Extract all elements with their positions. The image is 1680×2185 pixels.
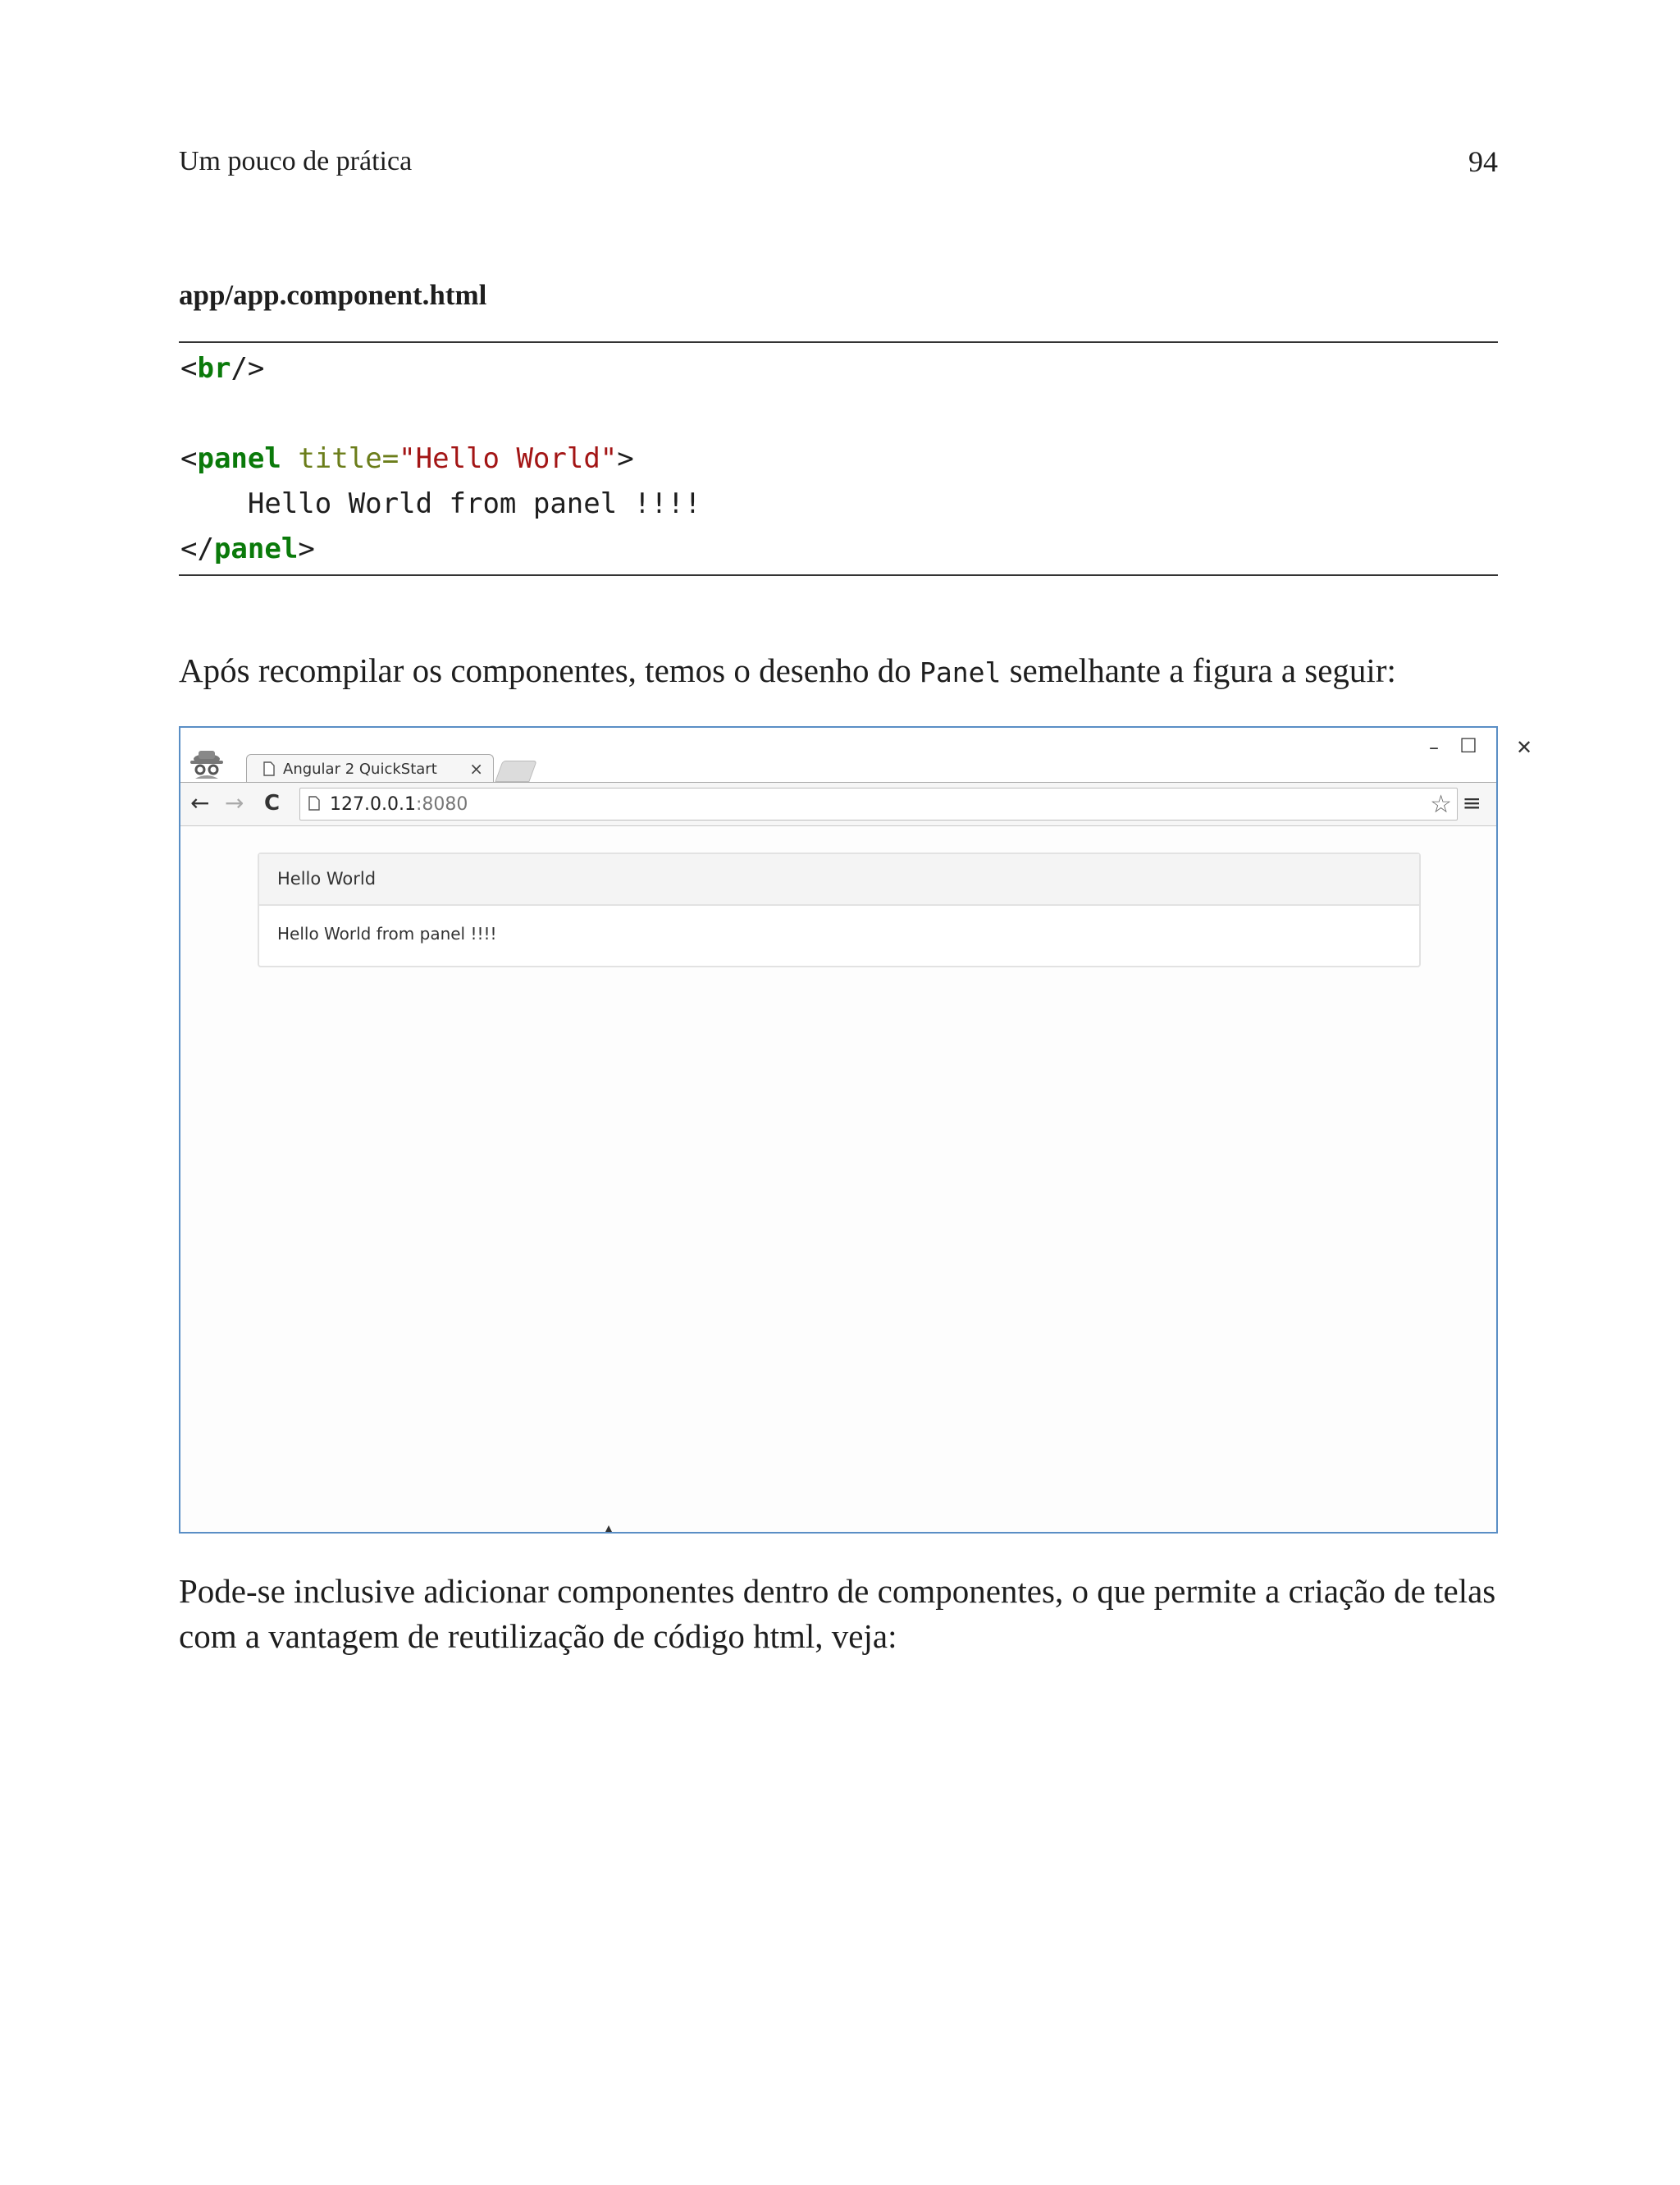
code-caption: app/app.component.html	[179, 279, 487, 311]
code-top-rule	[179, 341, 1498, 343]
new-tab-button[interactable]	[495, 761, 536, 782]
tab-title: Angular 2 QuickStart	[283, 761, 437, 778]
panel-heading	[259, 854, 1419, 906]
panel-body: Hello World from panel !!!!	[277, 924, 497, 944]
tab-strip	[180, 728, 1533, 782]
browser-toolbar	[180, 782, 1496, 826]
menu-icon[interactable]: ≡	[1462, 789, 1481, 816]
code-line-4: Hello World from panel !!!!	[180, 487, 701, 520]
forward-icon[interactable]: →	[225, 789, 244, 816]
hello-panel	[258, 853, 1421, 967]
page-icon	[308, 796, 320, 811]
page-number: 94	[1468, 145, 1498, 178]
incognito-icon	[187, 747, 226, 780]
code-line-5: </panel>	[180, 533, 315, 565]
tab-close-icon[interactable]: ×	[469, 759, 483, 779]
reload-icon[interactable]: C	[264, 791, 281, 816]
code-line-3: <panel title="Hello World">	[180, 442, 634, 475]
close-window-icon[interactable]: ✕	[1515, 736, 1533, 759]
running-header-chapter: Um pouco de prática	[179, 146, 413, 176]
code-bottom-rule	[179, 574, 1498, 576]
address-bar[interactable]	[299, 788, 1458, 821]
paragraph-components: Pode-se inclusive adicionar componentes dentro de componentes, o que permite a criação de telas com a vantagem de reutilização de código html, veja:	[179, 1572, 1496, 1655]
browser-screenshot	[179, 726, 1533, 1534]
panel-title: Hello World	[277, 869, 377, 889]
bookmark-star-icon[interactable]: ☆	[1430, 790, 1452, 819]
code-line-1: <br/>	[180, 352, 265, 385]
inline-code-panel: Panel	[919, 656, 1002, 688]
paragraph-intro: Após recompilar os componentes, temos o desenho do Panel semelhante a figura a seguir:	[179, 651, 1396, 689]
url-text: 127.0.0.1:8080	[330, 794, 468, 815]
browser-tab[interactable]	[246, 754, 494, 783]
maximize-icon[interactable]: ☐	[1459, 734, 1477, 757]
page-icon	[263, 761, 275, 776]
back-icon[interactable]: ←	[190, 789, 210, 816]
code-block	[180, 346, 701, 572]
mouse-cursor-icon	[605, 1525, 612, 1532]
minimize-icon[interactable]: –	[1429, 736, 1439, 759]
